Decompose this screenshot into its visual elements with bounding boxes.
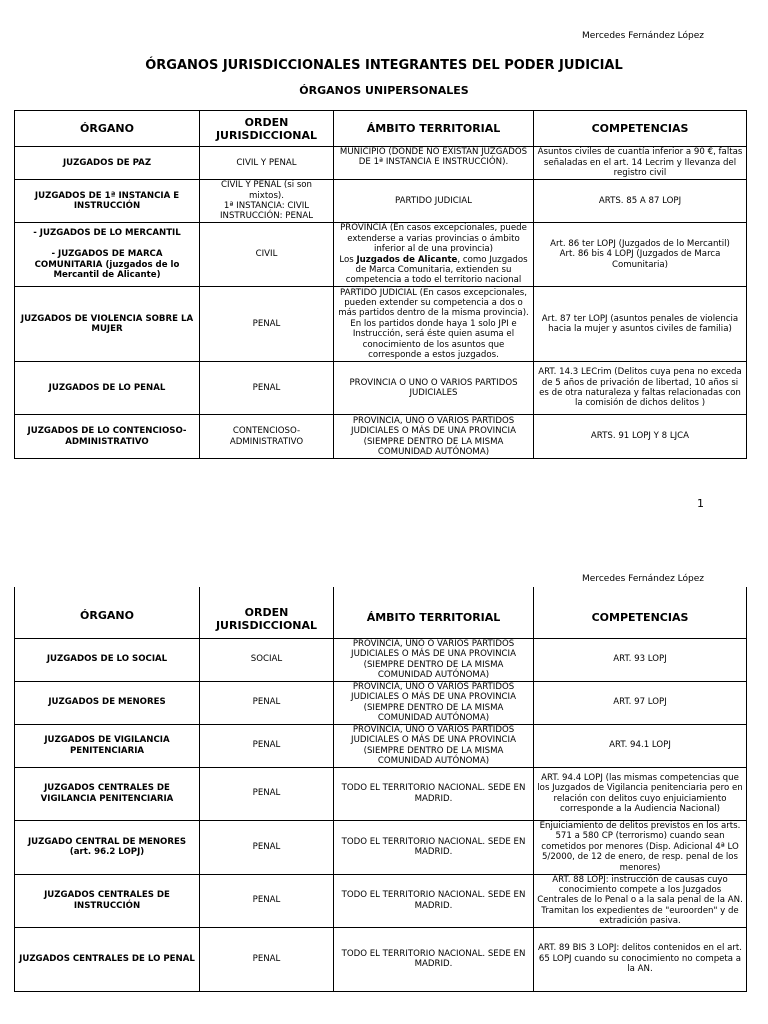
cell-orden: PENAL <box>200 287 334 362</box>
cell-organo: JUZGADOS DE VIOLENCIA SOBRE LA MUJER <box>15 287 200 362</box>
table-row <box>15 287 747 362</box>
cell-ambito: TODO EL TERRITORIO NACIONAL. SEDE EN MADRID. <box>334 927 534 991</box>
table-row <box>15 724 747 767</box>
table-row <box>15 362 747 415</box>
table-row <box>15 927 747 991</box>
table-header-row <box>15 587 747 638</box>
cell-orden: PENAL <box>200 767 334 820</box>
header-organo: ÓRGANO <box>15 111 200 147</box>
table-row <box>15 874 747 927</box>
header-competencias: COMPETENCIAS <box>534 587 747 638</box>
table-row <box>15 767 747 820</box>
cell-organo: JUZGADO CENTRAL DE MENORES (art. 96.2 LOPJ) <box>15 820 200 874</box>
cell-orden: CIVIL Y PENAL <box>200 147 334 180</box>
cell-competencias: ART. 94.4 LOPJ (las mismas competencias que los Juzgados de Vigilancia penitenciaria pero en relación con delitos cuyo enjuiciamiento corresponde a la Audiencia Nacional) <box>534 767 747 820</box>
cell-competencias: ART. 88 LOPJ: instrucción de causas cuyo conocimiento compete a los Juzgados Centrales de lo Penal o a la sala penal de la AN. Tramitan los expedientes de "euroorden" y de extradición pasiva. <box>534 874 747 927</box>
table-row <box>15 415 747 459</box>
cell-competencias: ART. 94.1 LOPJ <box>534 724 747 767</box>
cell-ambito: TODO EL TERRITORIO NACIONAL. SEDE EN MADRID. <box>334 820 534 874</box>
header-orden: ORDEN JURISDICCIONAL <box>200 111 334 147</box>
cell-competencias: Enjuiciamiento de delitos previstos en los arts. 571 a 580 CP (terrorismo) cuando sean cometidos por menores (Disp. Adicional 4ª LO 5/2000, de 12 de enero, de resp. penal de los menores) <box>534 820 747 874</box>
organos-table-2 <box>14 587 747 992</box>
page-title: ÓRGANOS JURISDICCIONALES INTEGRANTES DEL PODER JUDICIAL <box>145 58 623 73</box>
cell-ambito-text-end: , como Juzgados de Marca Comunitaria, extienden su competencia a todo el territorio nacional <box>345 254 528 286</box>
cell-competencias: ART. 89 BIS 3 LOPJ: delitos contenidos en el art. 65 LOPJ cuando su conocimiento no competa a la AN. <box>534 927 747 991</box>
cell-competencias: ART. 97 LOPJ <box>534 681 747 724</box>
cell-ambito-bold: Juzgados de Alicante <box>356 254 458 265</box>
table-row <box>15 820 747 874</box>
cell-ambito: PROVINCIA, UNO O VARIOS PARTIDOS JUDICIALES O MÁS DE UNA PROVINCIA (SIEMPRE DENTRO DE LA MISMA COMUNIDAD AUTÓNOMA) <box>334 724 534 767</box>
cell-organo: - JUZGADOS DE LO MERCANTIL - JUZGADOS DE MARCA COMUNITARIA (juzgados de lo Mercantil de Alicante) <box>15 223 200 287</box>
table-row <box>15 681 747 724</box>
cell-ambito: PROVINCIA, UNO O VARIOS PARTIDOS JUDICIALES O MÁS DE UNA PROVINCIA (SIEMPRE DENTRO DE LA MISMA COMUNIDAD AUTÓNOMA) <box>334 415 534 459</box>
page-number: 1 <box>697 497 704 510</box>
header-competencias: COMPETENCIAS <box>534 111 747 147</box>
cell-organo: JUZGADOS DE PAZ <box>15 147 200 180</box>
table-header-row <box>15 111 747 147</box>
cell-ambito: PARTIDO JUDICIAL (En casos excepcionales, pueden extender su competencia a dos o más partidos dentro de la misma provincia). En los partidos donde haya 1 solo JPI e Instrucción, será éste quien asuma el conocimiento de los asuntos que corresponde a estos juzgados. <box>334 287 534 362</box>
author-name: Mercedes Fernández López <box>582 574 704 584</box>
header-ambito: ÁMBITO TERRITORIAL <box>334 587 534 638</box>
cell-orden: PENAL <box>200 724 334 767</box>
page-2 <box>0 565 768 1024</box>
cell-ambito: PROVINCIA, UNO O VARIOS PARTIDOS JUDICIALES O MÁS DE UNA PROVINCIA (SIEMPRE DENTRO DE LA MISMA COMUNIDAD AUTÓNOMA) <box>334 638 534 681</box>
cell-competencias: ARTS. 85 A 87 LOPJ <box>534 180 747 223</box>
cell-competencias: ART. 93 LOPJ <box>534 638 747 681</box>
header-organo: ÓRGANO <box>15 587 200 638</box>
cell-organo: JUZGADOS DE LO SOCIAL <box>15 638 200 681</box>
cell-organo: JUZGADOS DE 1ª INSTANCIA E INSTRUCCIÓN <box>15 180 200 223</box>
header-ambito: ÁMBITO TERRITORIAL <box>334 111 534 147</box>
cell-ambito: PARTIDO JUDICIAL <box>334 180 534 223</box>
table-row <box>15 638 747 681</box>
cell-competencias: Art. 87 ter LOPJ (asuntos penales de violencia hacia la mujer y asuntos civiles de familia) <box>534 287 747 362</box>
cell-orden: PENAL <box>200 927 334 991</box>
cell-organo: JUZGADOS DE MENORES <box>15 681 200 724</box>
cell-ambito: PROVINCIA, UNO O VARIOS PARTIDOS JUDICIALES O MÁS DE UNA PROVINCIA (SIEMPRE DENTRO DE LA MISMA COMUNIDAD AUTÓNOMA) <box>334 681 534 724</box>
header-orden: ORDEN JURISDICCIONAL <box>200 587 334 638</box>
cell-orden: PENAL <box>200 681 334 724</box>
cell-competencias: Asuntos civiles de cuantía inferior a 90 €, faltas señaladas en el art. 14 Lecrim y llevanza del registro civil <box>534 147 747 180</box>
page-subtitle: ÓRGANOS UNIPERSONALES <box>299 84 469 97</box>
author-name: Mercedes Fernández López <box>582 31 704 41</box>
cell-ambito: PROVINCIA O UNO O VARIOS PARTIDOS JUDICIALES <box>334 362 534 415</box>
cell-orden: SOCIAL <box>200 638 334 681</box>
cell-orden: CIVIL Y PENAL (si son mixtos). 1ª INSTANCIA: CIVIL INSTRUCCIÓN: PENAL <box>200 180 334 223</box>
cell-ambito: TODO EL TERRITORIO NACIONAL. SEDE EN MADRID. <box>334 874 534 927</box>
table-row <box>15 223 747 287</box>
cell-orden: CIVIL <box>200 223 334 287</box>
cell-ambito-text: PROVINCIA (En casos excepcionales, puede extenderse a varias provincias o ámbito inferior al de una provincia) Los <box>339 223 527 265</box>
cell-ambito <box>334 223 534 287</box>
cell-orden: PENAL <box>200 874 334 927</box>
table-row <box>15 147 747 180</box>
cell-orden: PENAL <box>200 820 334 874</box>
cell-organo: JUZGADOS CENTRALES DE INSTRUCCIÓN <box>15 874 200 927</box>
cell-competencias: ARTS. 91 LOPJ Y 8 LJCA <box>534 415 747 459</box>
cell-ambito: MUNICIPIO (DONDE NO EXISTAN JUZGADOS DE 1ª INSTANCIA E INSTRUCCIÓN). <box>334 147 534 180</box>
cell-organo: JUZGADOS DE LO CONTENCIOSO-ADMINISTRATIVO <box>15 415 200 459</box>
cell-orden: CONTENCIOSO-ADMINISTRATIVO <box>200 415 334 459</box>
cell-organo: JUZGADOS DE VIGILANCIA PENITENCIARIA <box>15 724 200 767</box>
cell-organo: JUZGADOS CENTRALES DE LO PENAL <box>15 927 200 991</box>
cell-competencias: Art. 86 ter LOPJ (Juzgados de lo Mercantil) Art. 86 bis 4 LOPJ (Juzgados de Marca Comunitaria) <box>534 223 747 287</box>
table-row <box>15 180 747 223</box>
cell-orden: PENAL <box>200 362 334 415</box>
cell-competencias: ART. 14.3 LECrim (Delitos cuya pena no exceda de 5 años de privación de libertad, 10 años si es de otra naturaleza y faltas relacionadas con la comisión de dichos delitos ) <box>534 362 747 415</box>
cell-ambito: TODO EL TERRITORIO NACIONAL. SEDE EN MADRID. <box>334 767 534 820</box>
cell-organo: JUZGADOS CENTRALES DE VIGILANCIA PENITENCIARIA <box>15 767 200 820</box>
organos-table-1 <box>14 110 747 459</box>
cell-organo: JUZGADOS DE LO PENAL <box>15 362 200 415</box>
